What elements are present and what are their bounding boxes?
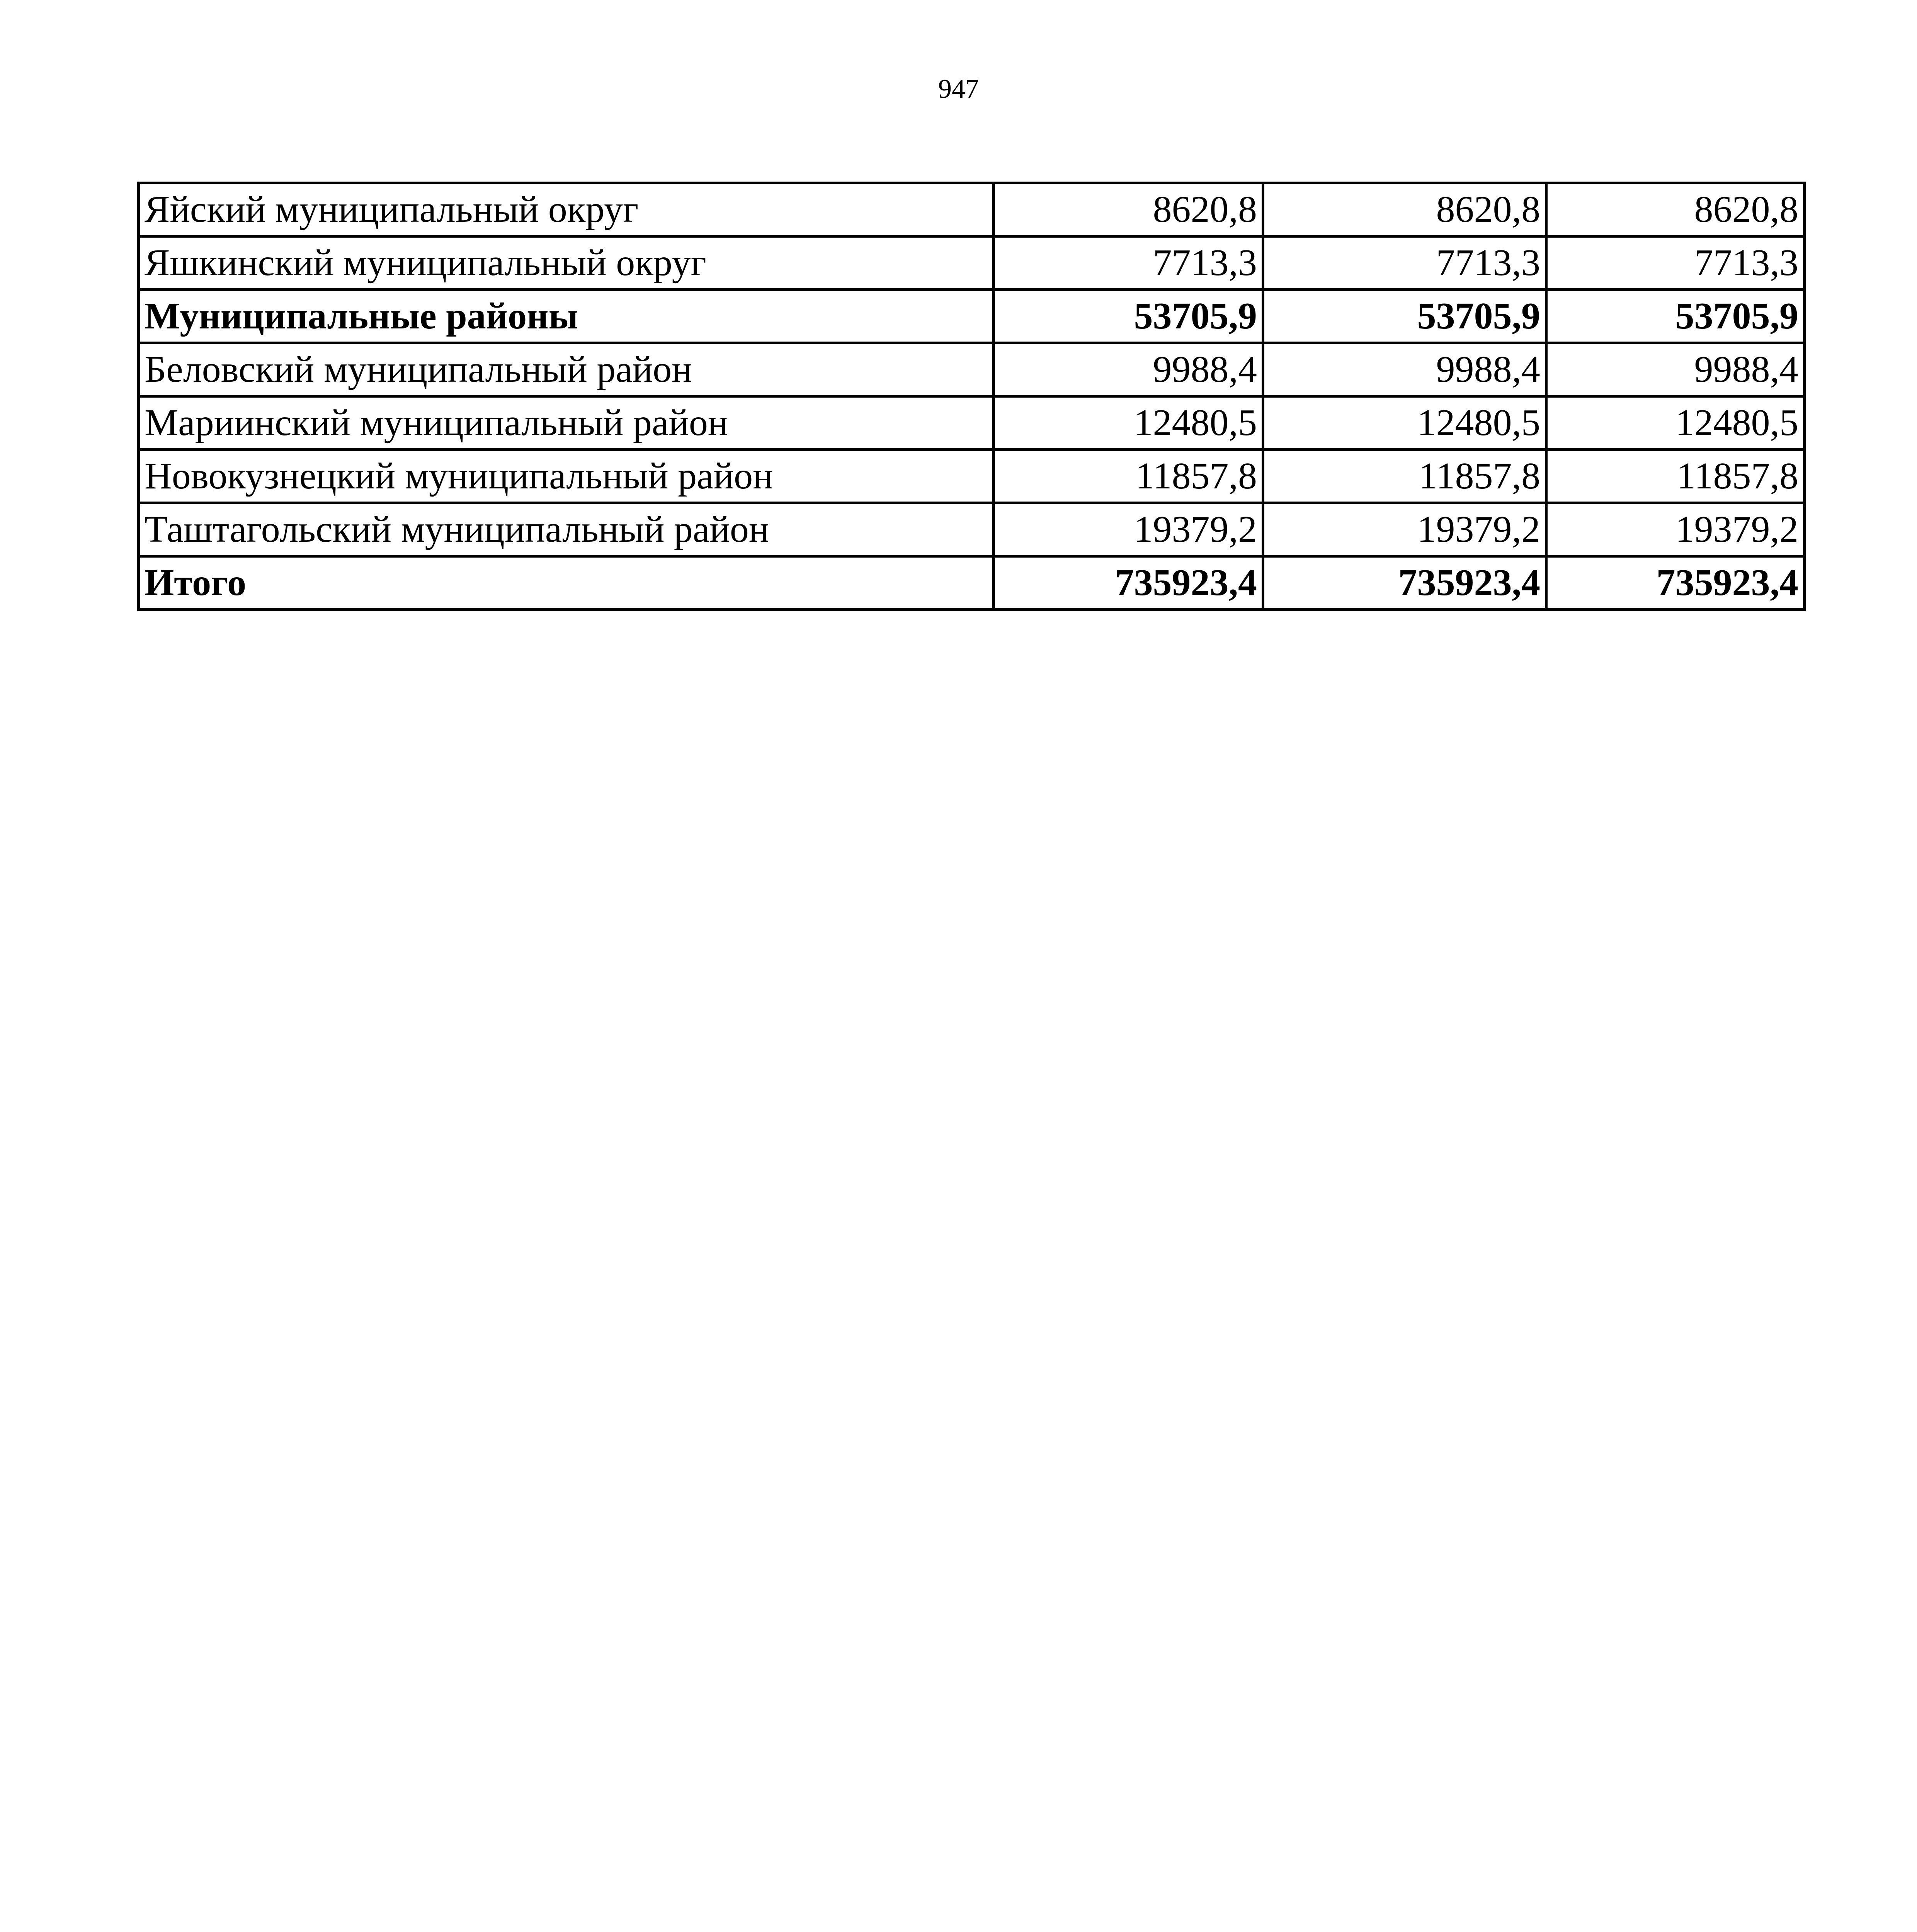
value-cell-2: 7713,3 bbox=[1263, 236, 1546, 290]
value-cell-3: 19379,2 bbox=[1546, 503, 1805, 556]
value-cell-3: 735923,4 bbox=[1546, 556, 1805, 610]
table-row bbox=[139, 183, 1805, 236]
value-cell-2: 19379,2 bbox=[1263, 503, 1546, 556]
page-number: 947 bbox=[938, 74, 979, 104]
value-cell-2: 11857,8 bbox=[1263, 450, 1546, 503]
value-cell-3: 8620,8 bbox=[1546, 183, 1805, 236]
value-cell-1: 9988,4 bbox=[994, 343, 1263, 396]
table-row bbox=[139, 236, 1805, 290]
row-name-cell: Яшкинский муниципальный округ bbox=[139, 236, 994, 290]
value-cell-3: 9988,4 bbox=[1546, 343, 1805, 396]
row-name-cell: Мариинский муниципальный район bbox=[139, 396, 994, 450]
value-cell-2: 8620,8 bbox=[1263, 183, 1546, 236]
value-cell-3: 7713,3 bbox=[1546, 236, 1805, 290]
value-cell-3: 53705,9 bbox=[1546, 290, 1805, 343]
value-cell-2: 12480,5 bbox=[1263, 396, 1546, 450]
value-cell-3: 12480,5 bbox=[1546, 396, 1805, 450]
value-cell-1: 735923,4 bbox=[994, 556, 1263, 610]
row-name-cell: Яйский муниципальный округ bbox=[139, 183, 994, 236]
row-name-cell: Новокузнецкий муниципальный район bbox=[139, 450, 994, 503]
table-row bbox=[139, 556, 1805, 610]
value-cell-1: 53705,9 bbox=[994, 290, 1263, 343]
value-cell-1: 7713,3 bbox=[994, 236, 1263, 290]
value-cell-1: 8620,8 bbox=[994, 183, 1263, 236]
row-name-cell: Беловский муниципальный район bbox=[139, 343, 994, 396]
value-cell-3: 11857,8 bbox=[1546, 450, 1805, 503]
value-cell-2: 735923,4 bbox=[1263, 556, 1546, 610]
table-row bbox=[139, 343, 1805, 396]
value-cell-2: 9988,4 bbox=[1263, 343, 1546, 396]
table-row bbox=[139, 396, 1805, 450]
row-name-cell: Таштагольский муниципальный район bbox=[139, 503, 994, 556]
row-name-cell: Муниципальные районы bbox=[139, 290, 994, 343]
budget-table bbox=[137, 182, 1806, 611]
value-cell-2: 53705,9 bbox=[1263, 290, 1546, 343]
table-row bbox=[139, 450, 1805, 503]
value-cell-1: 19379,2 bbox=[994, 503, 1263, 556]
table-row bbox=[139, 503, 1805, 556]
table-row bbox=[139, 290, 1805, 343]
value-cell-1: 11857,8 bbox=[994, 450, 1263, 503]
row-name-cell: Итого bbox=[139, 556, 994, 610]
value-cell-1: 12480,5 bbox=[994, 396, 1263, 450]
